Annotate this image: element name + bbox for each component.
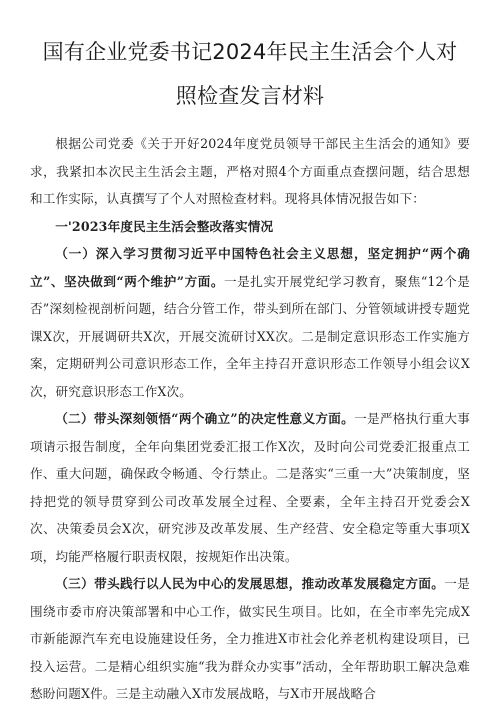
item-lead-1: （一）深入学习贯彻习近平中国特色社会主义思想，坚定拥护“两个确立”、坚决做到“两个维护”方面。 bbox=[30, 246, 470, 289]
item-paragraph-1 bbox=[30, 240, 470, 405]
item-body-3: 一是围绕市委市府决策部署和中心工作，做实民生项目。比如，在全市率先完成X市新能源汽车充电设施建设任务，全力推进X市社会化养老机构建设项目，已投入运营。二是精心组织实施“我为群众办实事”活动，全年帮助职工解决急难愁盼问题X件。三是主动融入X市发展战略，与X市开展战略合 bbox=[30, 576, 470, 701]
document-title: 国有企业党委书记2024年民主生活会个人对照检查发言材料 bbox=[42, 40, 458, 108]
intro-paragraph: 根据公司党委《关于开好2024年度党员领导干部民主生活会的通知》要求，我紧扣本次民主生活会主题，严格对照4个方面重点查摆问题，结合思想和工作实际，认真撰写了个人对照检查材料。现将具体情况报告如下： bbox=[30, 136, 470, 206]
item-lead-2: （二）带头深刻领悟“两个确立”的决定性意义方面。 bbox=[55, 411, 355, 426]
item-paragraph-3 bbox=[30, 570, 470, 708]
item-body-2: 一是严格执行重大事项请示报告制度，全年向集团党委汇报工作X次，及时向公司党委汇报重点工作、重大问题，确保政令畅通、令行禁止。二是落实“三重一大”决策制度，坚持把党的领导贯穿到公司改革发展全过程、全要素，全年主持召开党委会X次、决策委员会X次，研究涉及改革发展、生产经营、安全稳定等重大事项X项，均能严格履行职责权限，按规矩作出决策。 bbox=[30, 411, 470, 564]
item-lead-3: （三）带头践行以人民为中心的发展思想，推动改革发展稳定方面。 bbox=[55, 576, 445, 591]
item-paragraph-2 bbox=[30, 405, 470, 570]
section-heading: 一'2023年度民主生活会整改落实情况 bbox=[55, 218, 274, 234]
item-body-1: 一是扎实开展党纪学习教育，聚焦“12个是否”深刻检视剖析问题，结合分管工作，带头到所在部门、分管领域讲授专题党课X次，开展调研共X次，开展交流研讨XX次。二是制定意识形态工作实施方案，定期研判公司意识形态工作，全年主持召开意识形态工作领导小组会议X次，研究意识形态工作X次。 bbox=[30, 273, 470, 399]
